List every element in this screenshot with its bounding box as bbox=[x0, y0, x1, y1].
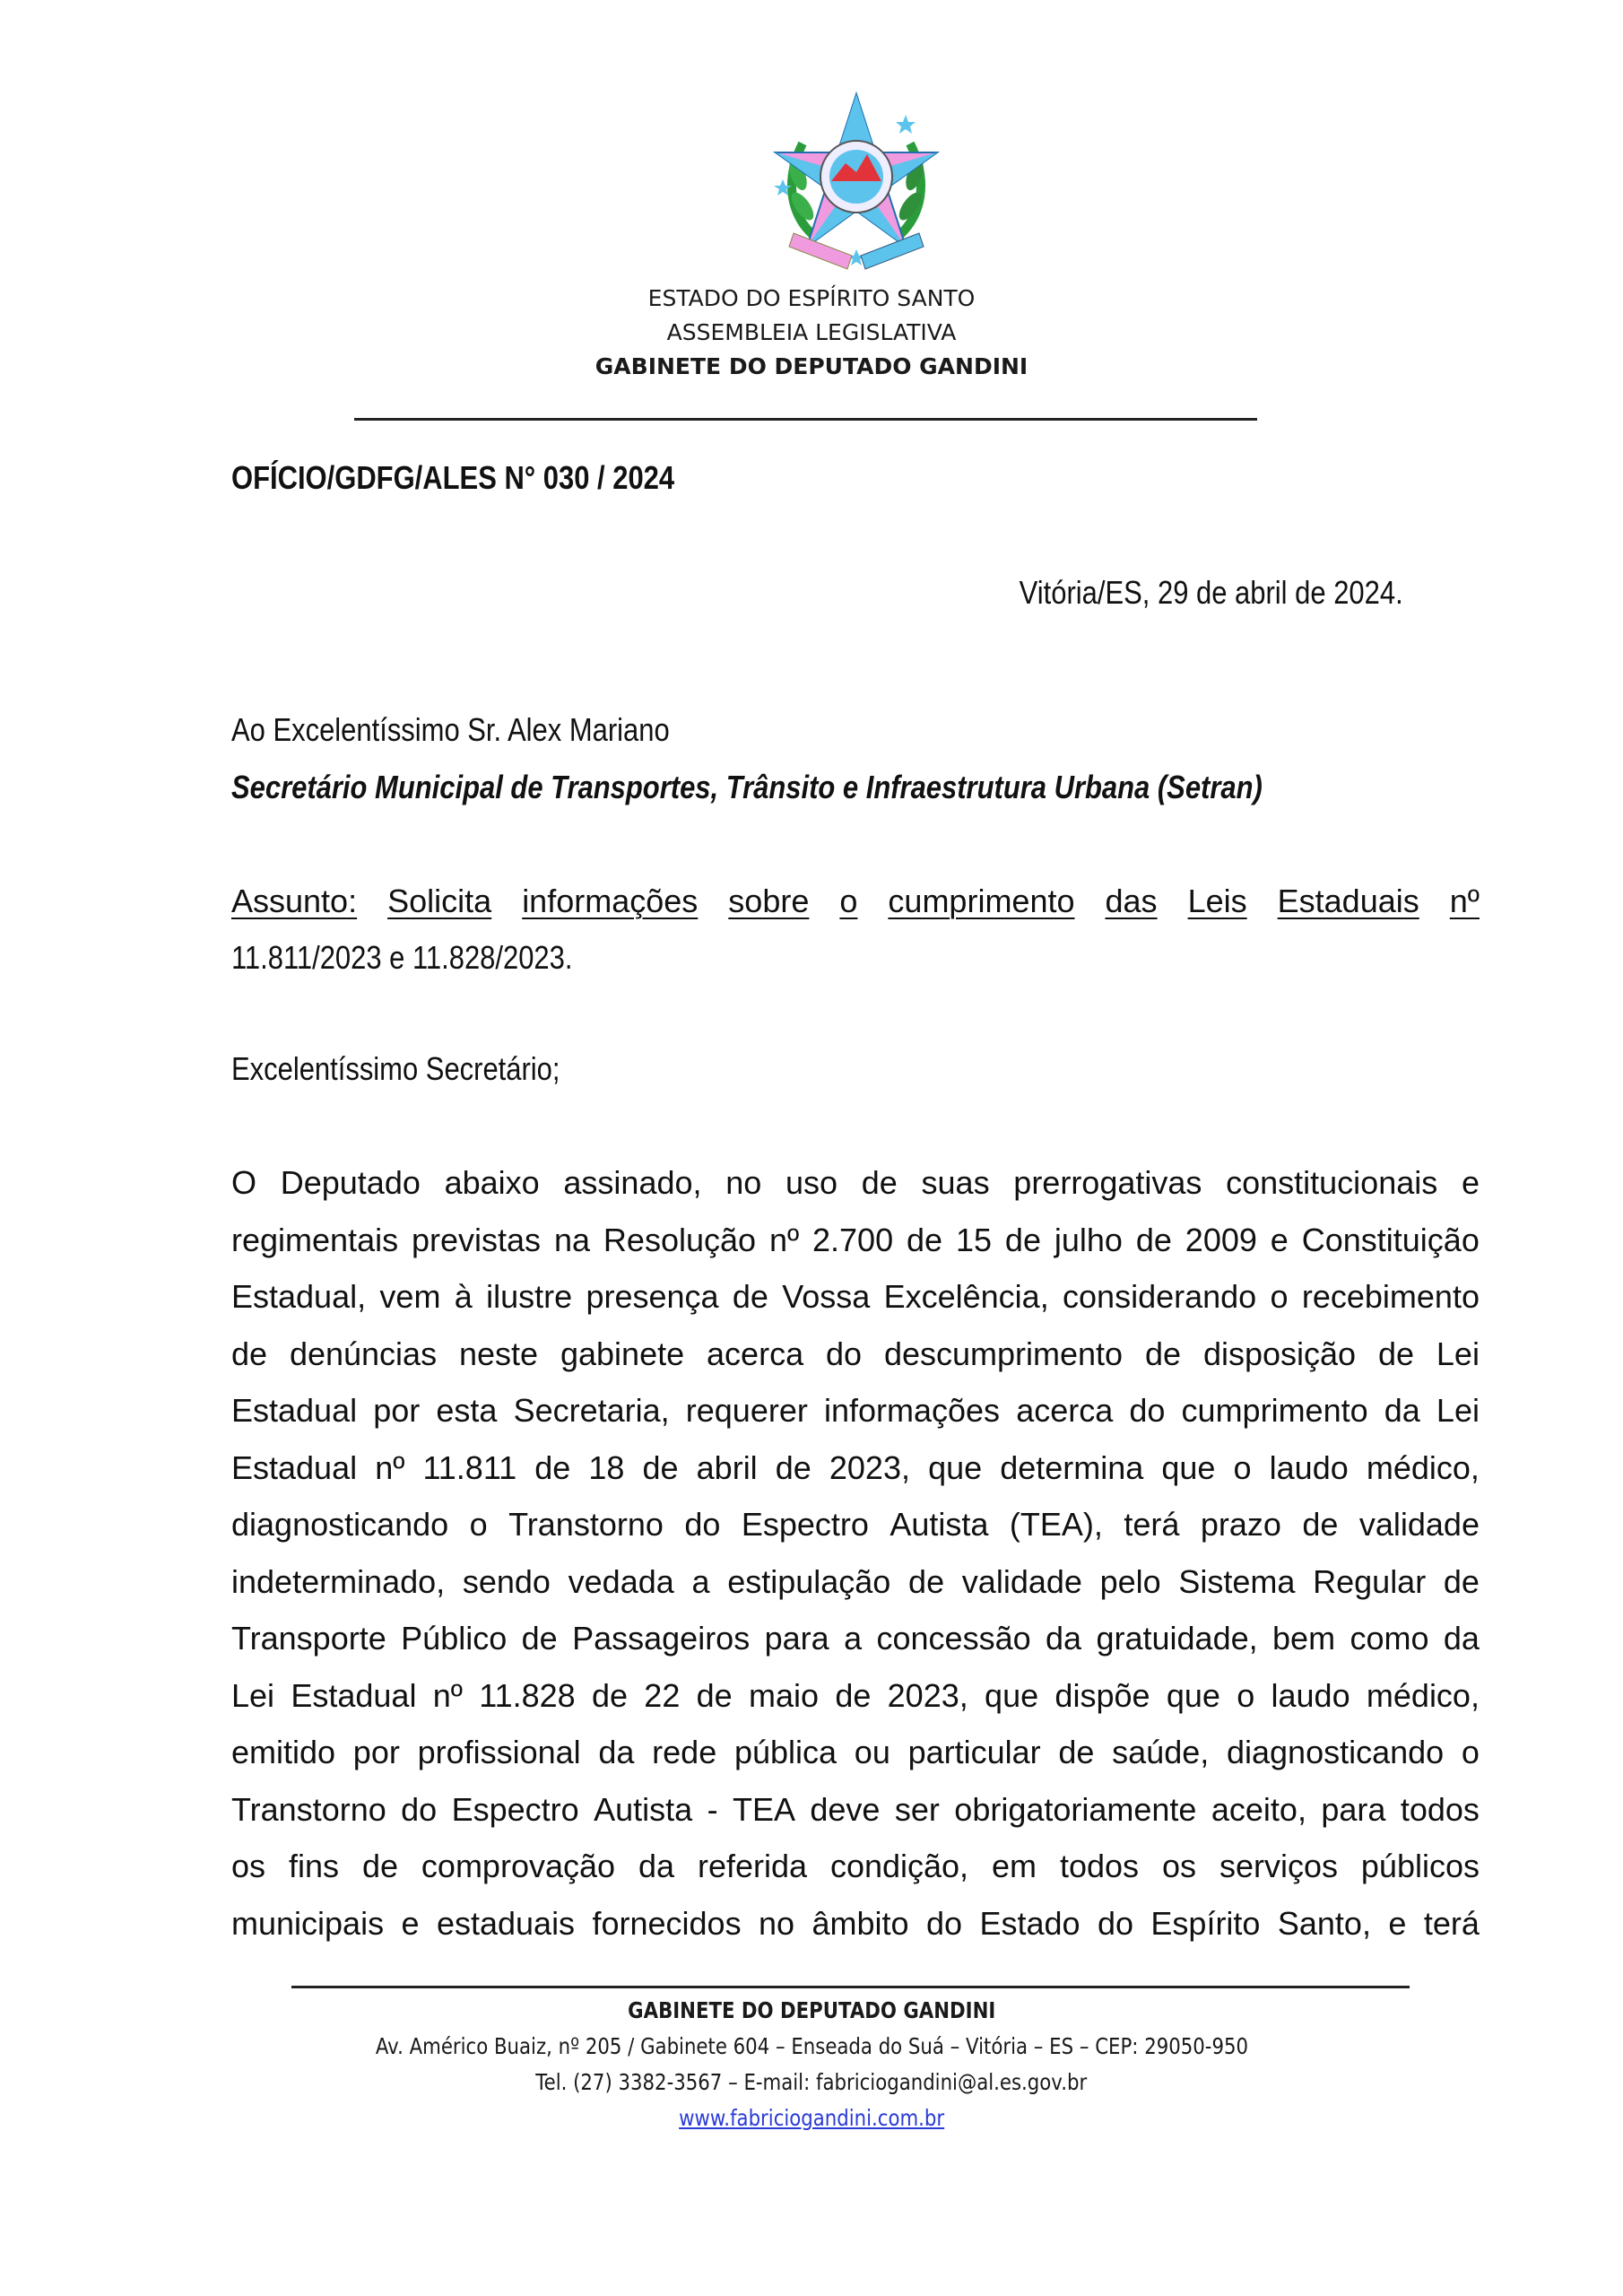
word: municipais bbox=[231, 1904, 385, 1942]
body-line bbox=[231, 1335, 1480, 1374]
word: concessão bbox=[876, 1620, 1031, 1657]
word: de bbox=[835, 1676, 872, 1714]
word: e bbox=[1270, 1221, 1289, 1258]
word: pelo bbox=[1099, 1562, 1161, 1600]
word: saúde, bbox=[1112, 1734, 1210, 1770]
word: do bbox=[401, 1790, 438, 1828]
word: Estadual bbox=[291, 1676, 417, 1714]
word: 2023, bbox=[887, 1676, 968, 1714]
word: Lei bbox=[1436, 1335, 1480, 1372]
document-reference: OFÍCIO/GDFG/ALES N° 030 / 2024 bbox=[231, 459, 675, 496]
header-state-name: ESTADO DO ESPÍRITO SANTO bbox=[647, 285, 976, 311]
word: terá bbox=[1423, 1904, 1480, 1942]
word: uso bbox=[785, 1164, 838, 1201]
word: sobre bbox=[728, 883, 810, 919]
footer-office: GABINETE DO DEPUTADO GANDINI bbox=[627, 1997, 996, 2023]
word: determina bbox=[1000, 1448, 1144, 1486]
word: assinado, bbox=[563, 1164, 702, 1201]
word: presença bbox=[586, 1278, 719, 1315]
word: validade bbox=[961, 1562, 1082, 1600]
word: Leis bbox=[1187, 883, 1247, 919]
word: Secretaria, bbox=[513, 1392, 670, 1429]
word: de bbox=[591, 1676, 628, 1714]
salutation-line bbox=[231, 1049, 1480, 1089]
word: na bbox=[553, 1221, 591, 1258]
word: gratuidade, bbox=[1096, 1620, 1258, 1657]
word: de bbox=[642, 1448, 679, 1486]
word: O bbox=[231, 1164, 257, 1201]
word: o bbox=[1233, 1448, 1252, 1486]
word: nº bbox=[375, 1448, 405, 1486]
word: em bbox=[992, 1848, 1037, 1884]
word: Vossa bbox=[782, 1278, 871, 1315]
word: de bbox=[1302, 1506, 1339, 1543]
recipient-title: Secretário Municipal de Transportes, Trânsito e Infraestrutura Urbana (Setran) bbox=[231, 769, 1263, 805]
word: nº bbox=[432, 1676, 463, 1714]
word: acerca bbox=[1016, 1392, 1114, 1429]
word: médico, bbox=[1366, 1448, 1480, 1486]
word: considerando bbox=[1063, 1278, 1257, 1315]
word: e bbox=[1388, 1904, 1407, 1942]
word: médico, bbox=[1366, 1676, 1480, 1714]
word: Sistema bbox=[1178, 1562, 1296, 1600]
word: constitucionais bbox=[1226, 1164, 1438, 1201]
body-line bbox=[231, 1277, 1480, 1317]
body-line bbox=[231, 1847, 1480, 1886]
word: Espectro bbox=[451, 1790, 579, 1828]
word: requerer bbox=[685, 1392, 808, 1429]
word: estipulação bbox=[727, 1562, 891, 1600]
word: o bbox=[1461, 1734, 1480, 1770]
word: de bbox=[696, 1676, 733, 1714]
word: suas bbox=[921, 1164, 990, 1201]
word: de bbox=[775, 1448, 812, 1486]
word: Estadual bbox=[231, 1392, 358, 1429]
word: julho bbox=[1054, 1221, 1123, 1258]
word: o bbox=[1270, 1278, 1289, 1315]
word: diagnosticando bbox=[1226, 1734, 1445, 1770]
word: para bbox=[1321, 1790, 1386, 1828]
footer-office-line bbox=[0, 1993, 1623, 2029]
word: Deputado bbox=[280, 1164, 421, 1201]
word: terá bbox=[1124, 1506, 1180, 1543]
header-office-name: GABINETE DO DEPUTADO GANDINI bbox=[595, 353, 1028, 379]
word: regimentais bbox=[231, 1221, 399, 1258]
footer-contact-line bbox=[0, 2065, 1623, 2100]
word: Transporte bbox=[231, 1620, 386, 1657]
word: dispõe bbox=[1055, 1676, 1150, 1714]
word: 2023, bbox=[829, 1448, 910, 1486]
word: da bbox=[1384, 1392, 1420, 1429]
word: de bbox=[732, 1278, 768, 1315]
footer-website-line bbox=[0, 2100, 1623, 2136]
word: da bbox=[638, 1848, 675, 1884]
word: nº bbox=[1449, 883, 1480, 919]
word: no bbox=[725, 1164, 762, 1201]
word: de bbox=[1443, 1562, 1480, 1600]
word: vem bbox=[379, 1278, 441, 1315]
word: Estadual, bbox=[231, 1278, 367, 1315]
word: por bbox=[352, 1734, 400, 1770]
word: de bbox=[1135, 1221, 1172, 1258]
word: recebimento bbox=[1301, 1278, 1480, 1315]
word: 18 bbox=[588, 1448, 625, 1486]
footer-address: Av. Américo Buaiz, nº 205 / Gabinete 604 – Enseada do Suá – Vitória – ES – CEP: 29050-950 bbox=[375, 2033, 1248, 2059]
header-divider bbox=[354, 418, 1257, 421]
word: diagnosticando bbox=[231, 1506, 449, 1543]
word: fins bbox=[288, 1848, 339, 1884]
word: do bbox=[684, 1506, 721, 1543]
word: de bbox=[521, 1620, 558, 1657]
word: 15 bbox=[955, 1221, 993, 1258]
word: Autista bbox=[594, 1790, 693, 1828]
word: âmbito bbox=[812, 1904, 909, 1942]
word: laudo bbox=[1271, 1676, 1350, 1714]
word: como bbox=[1350, 1620, 1429, 1657]
word: da bbox=[1046, 1620, 1082, 1657]
word: 2009 bbox=[1185, 1221, 1257, 1258]
word: deve bbox=[810, 1790, 881, 1828]
word: prazo bbox=[1200, 1506, 1281, 1543]
word: de bbox=[1144, 1335, 1182, 1372]
word: Lei bbox=[1436, 1392, 1480, 1429]
word: do bbox=[1097, 1904, 1133, 1942]
word: os bbox=[1161, 1848, 1196, 1884]
word: à bbox=[454, 1278, 473, 1315]
word: particular bbox=[907, 1734, 1041, 1770]
word: Constituição bbox=[1301, 1221, 1480, 1258]
word: 11.811 bbox=[422, 1448, 517, 1486]
word: obrigatoriamente bbox=[954, 1790, 1197, 1828]
word: estaduais bbox=[436, 1904, 576, 1942]
body-line bbox=[231, 1904, 1480, 1944]
word: abril bbox=[696, 1448, 758, 1486]
word: vedada bbox=[568, 1562, 674, 1600]
word: de bbox=[361, 1848, 398, 1884]
word: da bbox=[1443, 1620, 1480, 1657]
subject-text-2: 11.811/2023 e 11.828/2023. bbox=[231, 939, 573, 976]
recipient-line bbox=[231, 710, 1480, 750]
word: de bbox=[1058, 1734, 1095, 1770]
word: informações bbox=[823, 1392, 1001, 1429]
document-date: Vitória/ES, 29 de abril de 2024. bbox=[1020, 574, 1403, 611]
word: fornecidos bbox=[592, 1904, 742, 1942]
word: Estaduais bbox=[1277, 883, 1419, 919]
word: para bbox=[764, 1620, 829, 1657]
word: esta bbox=[436, 1392, 498, 1429]
word: que bbox=[985, 1676, 1039, 1714]
word: Excelência, bbox=[883, 1278, 1049, 1315]
word: Solicita bbox=[387, 883, 492, 919]
footer-website-link[interactable]: www.fabriciogandini.com.br bbox=[678, 2105, 945, 2131]
word: emitido bbox=[231, 1734, 336, 1770]
body-line bbox=[231, 1221, 1480, 1260]
word: - bbox=[707, 1790, 718, 1828]
word: de bbox=[1004, 1221, 1041, 1258]
word: de bbox=[907, 1221, 943, 1258]
word: 11.828 bbox=[479, 1676, 576, 1714]
word: a bbox=[691, 1562, 710, 1600]
word: nº bbox=[768, 1221, 800, 1258]
word: que bbox=[1161, 1448, 1216, 1486]
word: públicos bbox=[1360, 1848, 1480, 1884]
word: bem bbox=[1272, 1620, 1336, 1657]
word: Regular bbox=[1313, 1562, 1427, 1600]
word: descumprimento bbox=[883, 1335, 1124, 1372]
word: de bbox=[231, 1335, 268, 1372]
body-line bbox=[231, 1448, 1480, 1488]
body-line bbox=[231, 1619, 1480, 1658]
word: gabinete bbox=[560, 1335, 685, 1372]
word: acerca bbox=[707, 1335, 804, 1372]
recipient-name: Ao Excelentíssimo Sr. Alex Mariano bbox=[231, 711, 670, 748]
word: o bbox=[839, 883, 858, 919]
word: todos bbox=[1059, 1848, 1140, 1884]
word: no bbox=[759, 1904, 795, 1942]
word: de bbox=[908, 1562, 945, 1600]
salutation: Excelentíssimo Secretário; bbox=[231, 1050, 560, 1087]
word: maio bbox=[748, 1676, 820, 1714]
word: 22 bbox=[644, 1676, 681, 1714]
word: Assunto: bbox=[231, 883, 358, 919]
word: os bbox=[231, 1848, 266, 1884]
word: referida bbox=[697, 1848, 808, 1884]
word: Público bbox=[401, 1620, 508, 1657]
word: e bbox=[401, 1904, 420, 1942]
word: validade bbox=[1358, 1506, 1480, 1543]
word: (TEA), bbox=[1009, 1506, 1103, 1543]
word: pública bbox=[733, 1734, 838, 1770]
word: TEA bbox=[732, 1790, 795, 1828]
word: cumprimento bbox=[888, 883, 1075, 919]
word: indeterminado, bbox=[231, 1562, 446, 1600]
word: Estadual bbox=[231, 1448, 358, 1486]
word: por bbox=[373, 1392, 421, 1429]
word: e bbox=[1461, 1164, 1480, 1201]
word: ser bbox=[894, 1790, 940, 1828]
word: Passageiros bbox=[572, 1620, 751, 1657]
word: 2.700 bbox=[812, 1221, 894, 1258]
word: neste bbox=[459, 1335, 539, 1372]
word: previstas bbox=[412, 1221, 542, 1258]
state-coat-of-arms-icon bbox=[767, 90, 946, 274]
word: Transtorno bbox=[231, 1790, 386, 1828]
word: da bbox=[598, 1734, 635, 1770]
word: condição, bbox=[829, 1848, 969, 1884]
word: ou bbox=[854, 1734, 890, 1770]
word: do bbox=[1129, 1392, 1166, 1429]
word: denúncias bbox=[289, 1335, 438, 1372]
word: o bbox=[1237, 1676, 1255, 1714]
word: que bbox=[928, 1448, 983, 1486]
word: disposição bbox=[1202, 1335, 1357, 1372]
word: Resolução bbox=[603, 1221, 757, 1258]
word: sendo bbox=[462, 1562, 551, 1600]
body-line bbox=[231, 1790, 1480, 1830]
body-line bbox=[231, 1562, 1480, 1602]
word: Santo, bbox=[1277, 1904, 1371, 1942]
word: Espectro bbox=[741, 1506, 869, 1543]
word: que bbox=[1166, 1676, 1220, 1714]
word: comprovação bbox=[421, 1848, 616, 1884]
word: de bbox=[1377, 1335, 1414, 1372]
body-line bbox=[231, 1733, 1480, 1772]
word: do bbox=[826, 1335, 863, 1372]
word: o bbox=[469, 1506, 488, 1543]
word: serviços bbox=[1219, 1848, 1338, 1884]
word: do bbox=[925, 1904, 963, 1942]
word: aceito, bbox=[1211, 1790, 1306, 1828]
word: das bbox=[1105, 883, 1158, 919]
footer-divider bbox=[291, 1986, 1410, 1988]
word: informações bbox=[522, 883, 699, 919]
body-line bbox=[231, 1505, 1480, 1544]
word: profissional bbox=[417, 1734, 581, 1770]
word: abaixo bbox=[444, 1164, 540, 1201]
subject-line-1 bbox=[231, 882, 1480, 921]
word: ilustre bbox=[486, 1278, 573, 1315]
body-line bbox=[231, 1163, 1480, 1203]
word: a bbox=[844, 1620, 863, 1657]
word: Autista bbox=[890, 1506, 989, 1543]
header-assembly-name: ASSEMBLEIA LEGISLATIVA bbox=[666, 319, 957, 345]
word: Transtorno bbox=[508, 1506, 664, 1543]
footer-address-line bbox=[0, 2029, 1623, 2065]
body-line bbox=[231, 1391, 1480, 1431]
word: todos bbox=[1400, 1790, 1480, 1828]
word: Lei bbox=[231, 1676, 275, 1714]
word: laudo bbox=[1269, 1448, 1349, 1486]
body-line bbox=[231, 1676, 1480, 1716]
word: cumprimento bbox=[1181, 1392, 1368, 1429]
word: Estado bbox=[979, 1904, 1081, 1942]
footer-contact: Tel. (27) 3382-3567 – E-mail: fabriciogandini@al.es.gov.br bbox=[535, 2069, 1088, 2095]
recipient-title-line bbox=[231, 768, 1480, 807]
word: rede bbox=[652, 1734, 717, 1770]
subject-line-2 bbox=[231, 938, 1480, 978]
word: Espírito bbox=[1150, 1904, 1261, 1942]
word: prerrogativas bbox=[1013, 1164, 1202, 1201]
word: de bbox=[534, 1448, 571, 1486]
word: de bbox=[861, 1164, 898, 1201]
